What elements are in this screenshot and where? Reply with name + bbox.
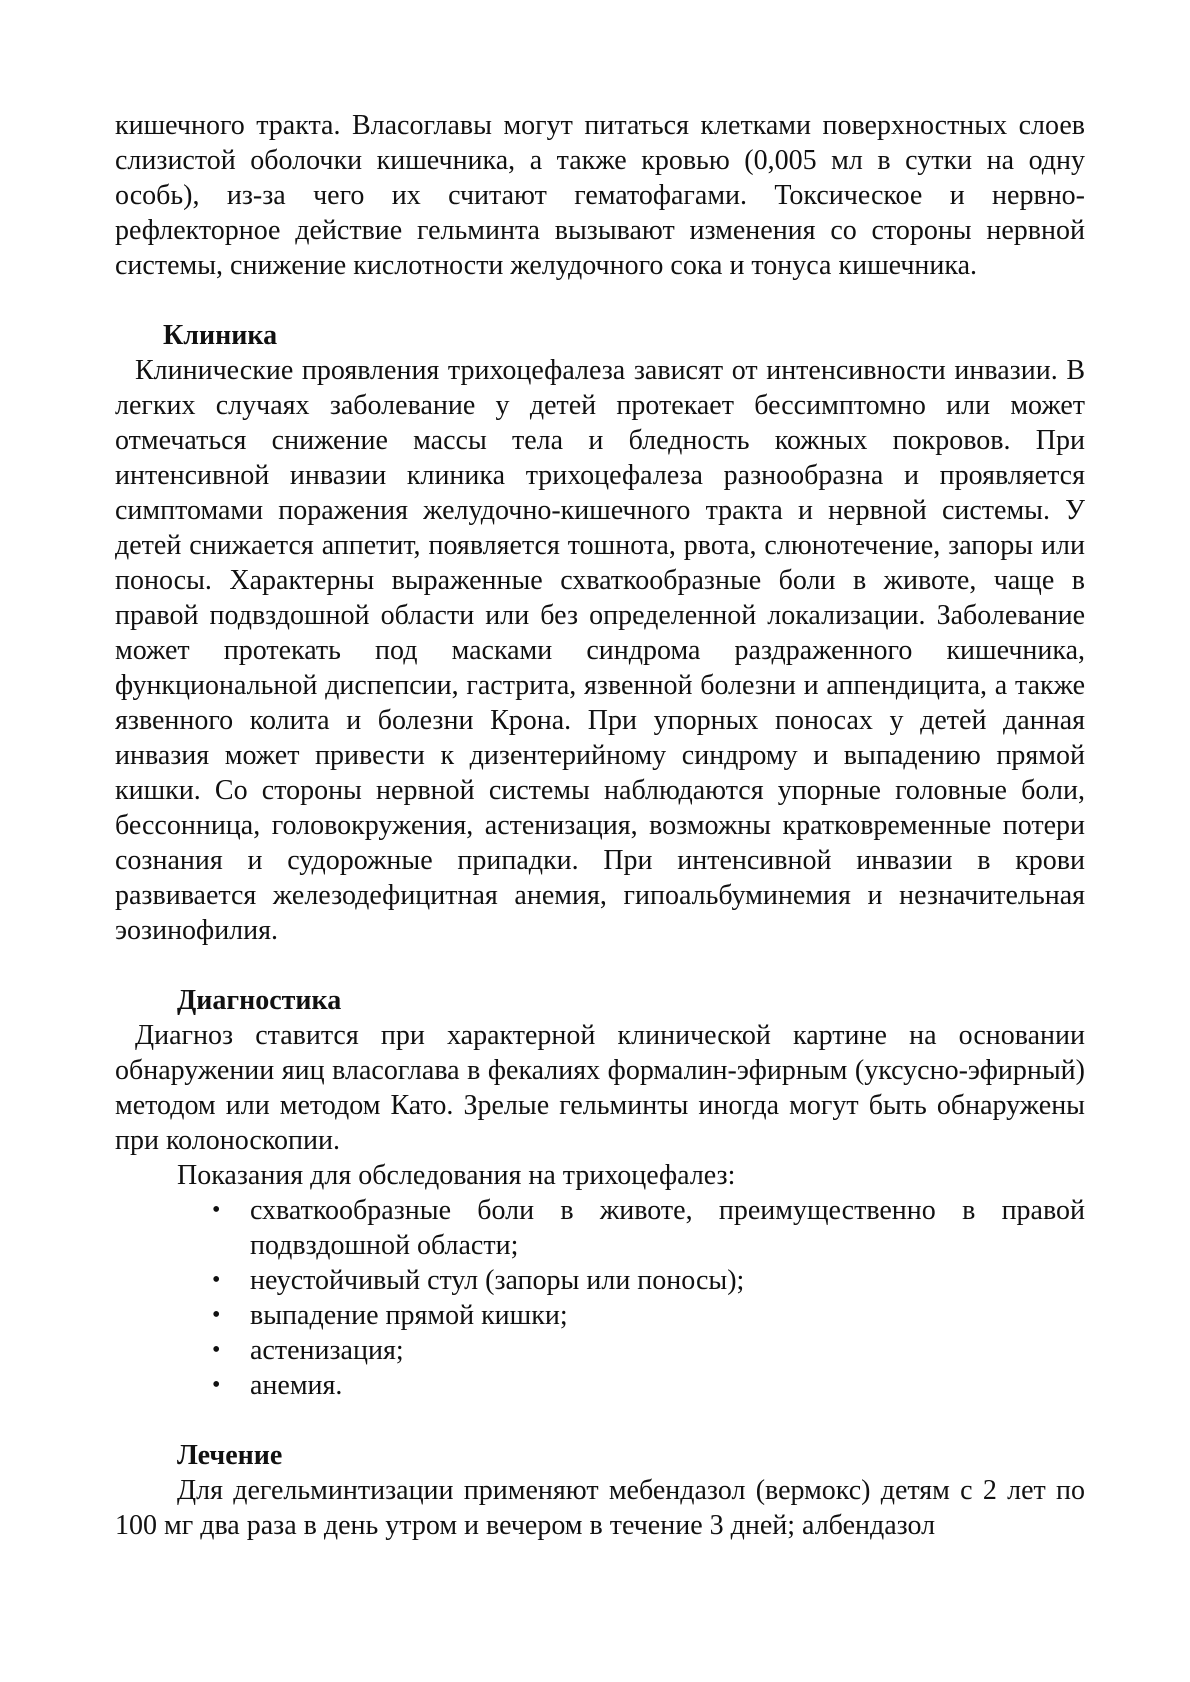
bullet-icon: •: [212, 1302, 221, 1328]
indications-intro: Показания для обследования на трихоцефалез:: [177, 1160, 736, 1191]
indications-list: [115, 1193, 1085, 1403]
list-item-text: неустойчивый стул (запоры или поносы);: [250, 1265, 745, 1296]
bullet-icon: •: [212, 1337, 221, 1363]
diagnostics-paragraph: Диагноз ставится при характерной клинической картине на основании обнаружении яиц власоглава в фекалиях формалин-эфирным (уксусно-эфирный) методом или методом Като. Зрелые гельминты иногда могут быть обнаружены при колоноскопии.: [115, 1020, 1085, 1156]
clinic-paragraph: Клинические проявления трихоцефалеза зависят от интенсивности инвазии. В легких случаях заболевание у детей протекает бессимптомно или может отмечаться снижение массы тела и бледность кожных покровов. При интенсивной инвазии клиника трихоцефалеза разнообразна и проявляется симптомами поражения желудочно-кишечного тракта и нервной системы. У детей снижается аппетит, появляется тошнота, рвота, слюнотечение, запоры или поносы. Характерны выраженные схваткообразные боли в животе, чаще в правой подвздошной области или без определенной локализации. Заболевание может протекать под масками синдрома раздраженного кишечника, функциональной диспепсии, гастрита, язвенной болезни и аппендицита, а также язвенного колита и болезни Крона. При упорных поносах у детей данная инвазия может привести к дизентерийному синдрому и выпадению прямой кишки. Со стороны нервной системы наблюдаются упорные головные боли, бессонница, головокружения, астенизация, возможны кратковременные потери сознания и судорожные припадки. При интенсивной инвазии в крови развивается железодефицитная анемия, гипоальбуминемия и незначительная эозинофилия.: [115, 355, 1085, 946]
treatment-heading: Лечение: [177, 1440, 283, 1471]
page-content: [115, 108, 1085, 1543]
list-item: [212, 1298, 1085, 1333]
list-item: [212, 1263, 1085, 1298]
list-item: [212, 1333, 1085, 1368]
treatment-paragraph: Для дегельминтизации применяют мебендазол (вермокс) детям с 2 лет по 100 мг два раза в день утром и вечером в течение 3 дней; албендазол: [115, 1475, 1085, 1541]
list-item-text: схваткообразные боли в животе, преимущественно в правой подвздошной области;: [250, 1195, 1085, 1261]
list-item-text: астенизация;: [250, 1335, 404, 1366]
list-item-text: выпадение прямой кишки;: [250, 1300, 568, 1331]
bullet-icon: •: [212, 1372, 221, 1398]
list-item-text: анемия.: [250, 1370, 343, 1401]
clinic-heading: Клиника: [163, 320, 278, 351]
diagnostics-heading: Диагностика: [177, 985, 342, 1016]
bullet-icon: •: [212, 1267, 221, 1293]
list-item: [212, 1193, 1085, 1263]
bullet-icon: •: [212, 1197, 221, 1223]
list-item: [212, 1368, 1085, 1403]
intro-paragraph: кишечного тракта. Власоглавы могут питаться клетками поверхностных слоев слизистой оболочки кишечника, а также кровью (0,005 мл в сутки на одну особь), из-за чего их считают гематофагами. Токсическое и нервно-рефлекторное действие гельминта вызывают изменения со стороны нервной системы, снижение кислотности желудочного сока и тонуса кишечника.: [115, 110, 1085, 281]
